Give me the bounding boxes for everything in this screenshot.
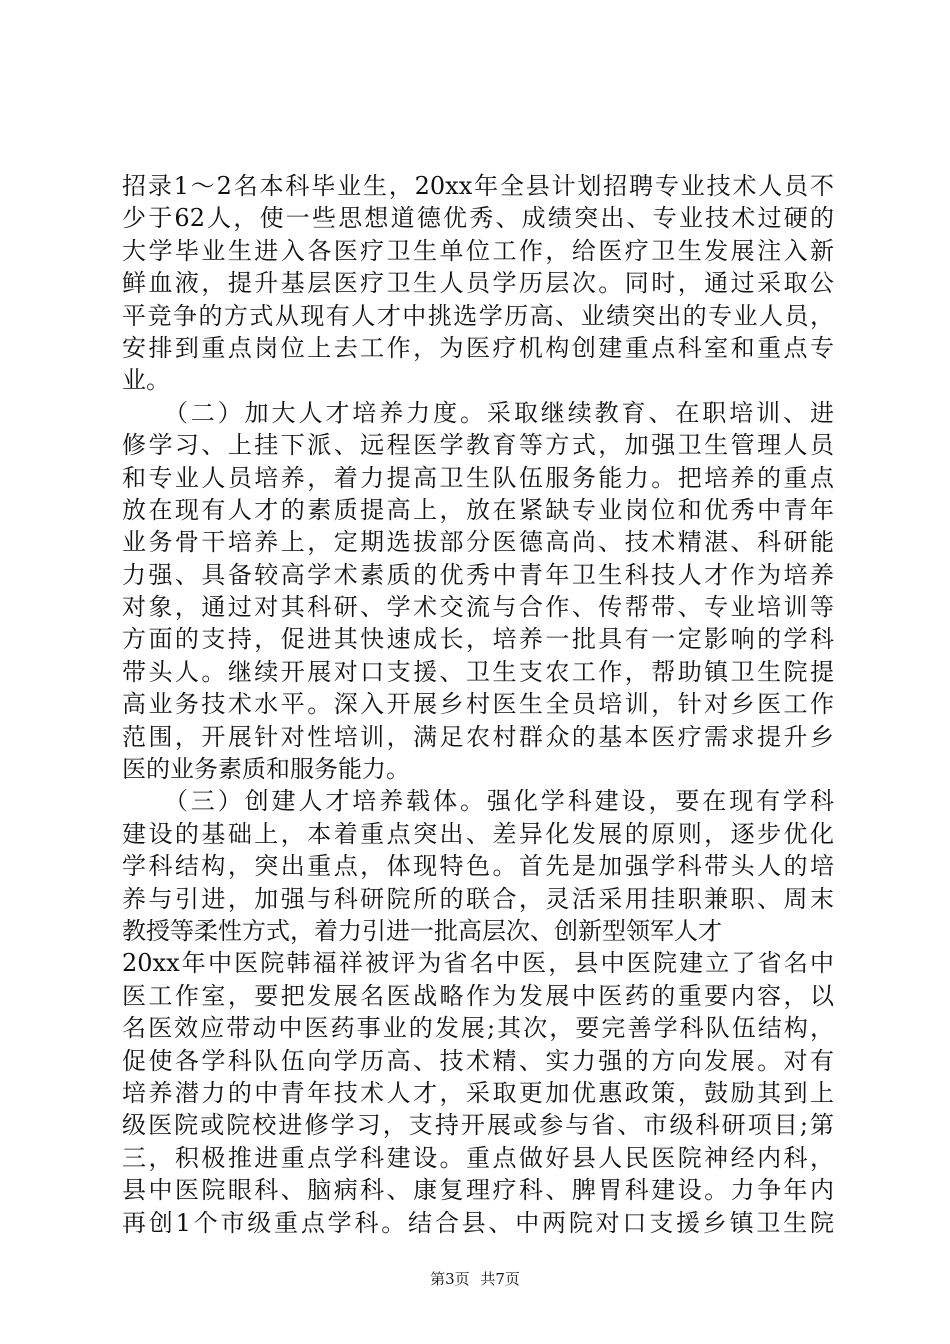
text-line: 培养潜力的中青年技术人才，采取更加优惠政策，鼓励其到上 [122, 1078, 834, 1107]
text-line: 安排到重点岗位上去工作，为医疗机构创建重点科室和重点专 [122, 333, 834, 362]
text-line: 平竞争的方式从现有人才中挑选学历高、业绩突出的专业人员， [122, 301, 834, 330]
text-line: 县中医院眼科、脑病科、康复理疗科、脾胃科建设。力争年内 [122, 1176, 834, 1205]
text-line: 对象，通过对其科研、学术交流与合作、传帮带、专业培训等 [122, 593, 834, 622]
text-line: 方面的支持，促进其快速成长，培养一批具有一定影响的学科 [122, 625, 834, 654]
text-line: 医工作室，要把发展名医战略作为发展中医药的重要内容，以 [122, 981, 834, 1010]
text-line: 范围，开展针对性培训，满足农村群众的基本医疗需求提升乡 [122, 722, 834, 751]
text-line: 鲜血液，提升基层医疗卫生人员学历层次。同时，通过采取公 [122, 269, 834, 298]
text-line: 招录1～2名本科毕业生，20xx年全县计划招聘专业技术人员不 [122, 172, 834, 200]
text-line: 业。 [122, 366, 170, 395]
text-line: 业务骨干培养上，定期选拔部分医德高尚、技术精湛、科研能 [122, 528, 834, 557]
text-line: 大学毕业生进入各医疗卫生单位工作，给医疗卫生发展注入新 [122, 236, 834, 265]
text-line: 高业务技术水平。深入开展乡村医生全员培训，针对乡医工作 [122, 690, 834, 719]
text-line: 医的业务素质和服务能力。 [122, 755, 410, 784]
text-line: 促使各学科队伍向学历高、技术精、实力强的方向发展。对有 [122, 1046, 834, 1075]
text-line: 少于62人，使一些思想道德优秀、成绩突出、专业技术过硬的 [122, 204, 834, 233]
page-footer [0, 1269, 950, 1289]
text-line: 三，积极推进重点学科建设。重点做好县人民医院神经内科， [122, 1143, 834, 1172]
text-line: 修学习、上挂下派、远程医学教育等方式，加强卫生管理人员 [122, 431, 834, 460]
text-line: 带头人。继续开展对口支援、卫生支农工作，帮助镇卫生院提 [122, 657, 834, 686]
text-line: 学科结构，突出重点，体现特色。首先是加强学科带头人的培 [122, 852, 834, 881]
page-number: 第3页 [430, 1270, 470, 1288]
text-line: 再创1个市级重点学科。结合县、中两院对口支援乡镇卫生院 [122, 1208, 834, 1237]
text-line: 养与引进，加强与科研院所的联合，灵活采用挂职兼职、周末 [122, 884, 834, 913]
text-line: 20xx年中医院韩福祥被评为省名中医，县中医院建立了省名中 [122, 949, 834, 978]
text-line: 放在现有人才的素质提高上，放在紧缺专业岗位和优秀中青年 [122, 495, 834, 524]
text-line: 教授等柔性方式，着力引进一批高层次、创新型领军人才 [122, 916, 722, 945]
text-line: 名医效应带动中医药事业的发展;其次，要完善学科队伍结构， [122, 1014, 834, 1043]
text-line: 级医院或院校进修学习，支持开展或参与省、市级科研项目;第 [122, 1111, 834, 1140]
text-line: （二）加大人才培养力度。采取继续教育、在职培训、进 [122, 398, 834, 427]
page-total: 共7页 [480, 1270, 520, 1288]
text-line: 建设的基础上，本着重点突出、差异化发展的原则，逐步优化 [122, 819, 834, 848]
document-body [122, 170, 834, 1239]
text-line: 和专业人员培养，着力提高卫生队伍服务能力。把培养的重点 [122, 463, 834, 492]
text-line: （三）创建人才培养载体。强化学科建设，要在现有学科 [122, 787, 834, 816]
text-line: 力强、具备较高学术素质的优秀中青年卫生科技人才作为培养 [122, 560, 834, 589]
